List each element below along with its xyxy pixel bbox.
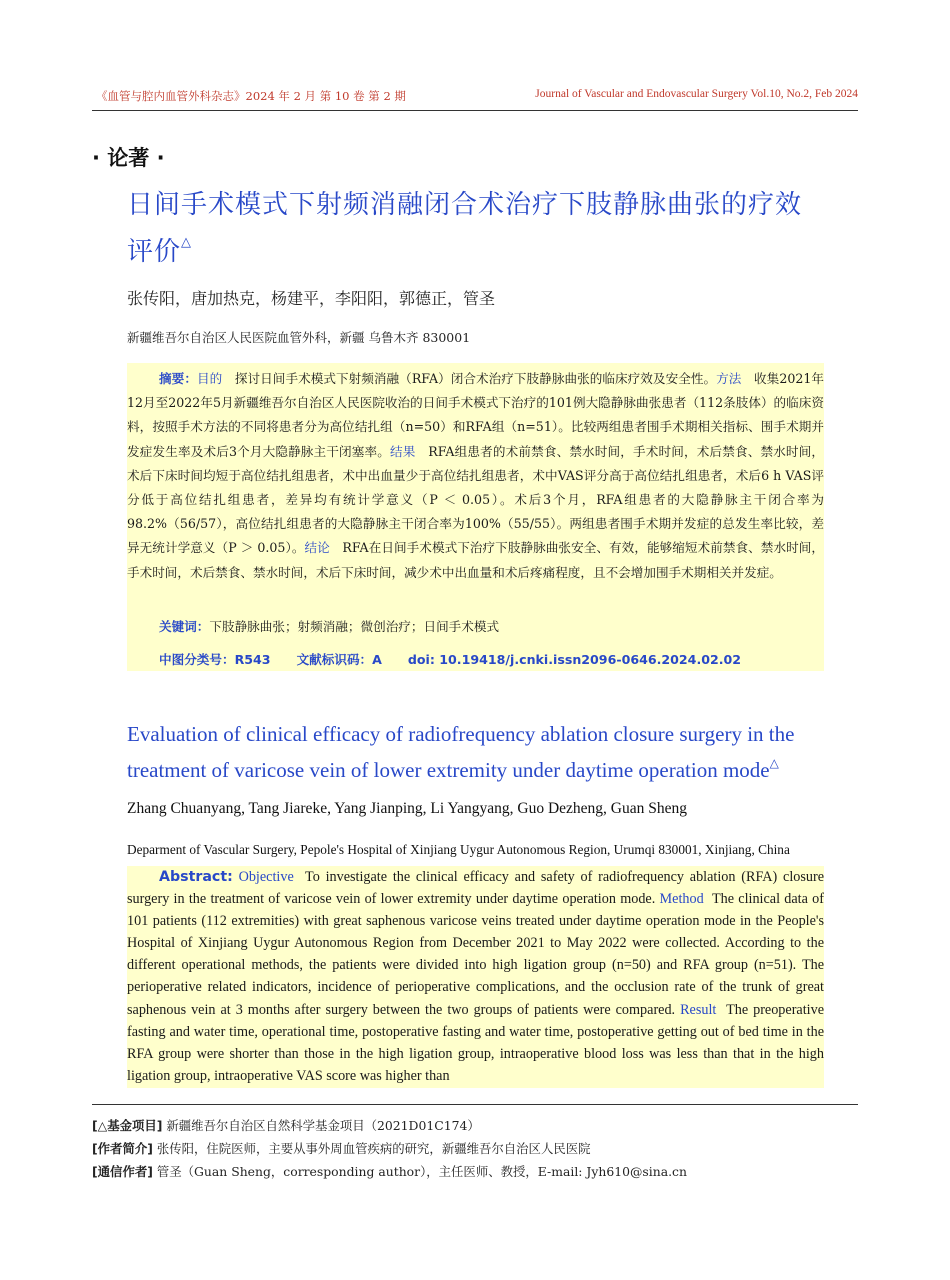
journal-header-cn: 《血管与腔内血管外科杂志》2024 年 2 月 第 10 卷 第 2 期: [96, 89, 406, 103]
title-cn: [127, 186, 827, 271]
header-rule: [92, 110, 858, 111]
objective-label-cn: 目的: [196, 371, 223, 386]
section-label: · 论著 ·: [92, 146, 165, 170]
keywords-cn: [159, 616, 499, 635]
abstract-cn-box: [127, 363, 824, 671]
objective-cn: 探讨日间手术模式下射频消融（RFA）闭合术治疗下肢静脉曲张的临床疗效及安全性。: [234, 371, 717, 386]
fund-label: [△基金项目]: [92, 1118, 163, 1133]
affiliation-en: Deparment of Vascular Surgery, Pepole's Hospital of Xinjiang Uygur Autonomous Region, Urumqi 830001, Xinjiang, China: [127, 842, 790, 857]
result-en: The preoperative fasting and water time, operational time, postoperative fasting and water time, postoperative getting out of bed time in the RFA group were shorter than those in the high ligation group, intraoperative blood loss was less than that in the high ligation group, intraoperative VAS score was higher than: [127, 1001, 824, 1084]
result-label-en: Result: [680, 1001, 717, 1018]
authors-cn: 张传阳，唐加热克，杨建平，李阳阳，郭德正，管圣: [127, 289, 496, 308]
clc-number: 中图分类号：R543: [159, 652, 271, 667]
footnote-fund: [92, 1116, 480, 1134]
objective-label-en: Objective: [238, 869, 294, 885]
journal-header-en: Journal of Vascular and Endovascular Surgery Vol.10, No.2, Feb 2024: [535, 88, 858, 100]
result-label-cn: 结果: [390, 443, 416, 459]
corresponding-label: [通信作者]: [92, 1164, 153, 1179]
method-label-en: Method: [659, 891, 704, 908]
title-cn-mark: △: [181, 235, 193, 250]
title-en-text: Evaluation of clinical efficacy of radiofrequency ablation closure surgery in the treatment of varicose vein of lower extremity under daytime operation mode: [127, 722, 795, 782]
objective-en: To investigate the clinical efficacy and safety of radiofrequency ablation (RFA) closure surgery in the treatment of varicose vein of lower extremity under daytime operation mode.: [127, 869, 824, 908]
keywords-label-cn: 关键词：: [159, 619, 210, 634]
method-cn: 收集2021年12月至2022年5月新疆维吾尔自治区人民医院收治的日间手术模式下治疗的101例大隐静脉曲张患者（112条肢体）的临床资料，按照手术方法的不同将患者分为高位结扎组（n=50）和RFA组（n=51）。比较两组患者围手术期相关指标、围手术期并发症发生率及术后3个月大隐静脉主干闭塞率。: [127, 371, 825, 459]
document-code: 文献标识码：A: [296, 652, 382, 667]
footnote-rule: [92, 1104, 858, 1105]
author-info-text: 张传阳，住院医师，主要从事外周血管疾病的研究，新疆维吾尔自治区人民医院: [156, 1141, 591, 1156]
abstract-en: [127, 866, 824, 1087]
title-cn-text: 日间手术模式下射频消融闭合术治疗下肢静脉曲张的疗效评价: [127, 190, 803, 267]
footnote-corresponding: [92, 1162, 687, 1180]
conclusion-label-cn: 结论: [304, 540, 330, 556]
title-en: [127, 720, 837, 785]
author-info-label: [作者简介]: [92, 1141, 153, 1156]
result-cn: RFA组患者的术前禁食、禁水时间，手术时间，术后禁食、禁水时间，术后下床时间均短于高位结扎组患者，术中出血量少于高位结扎组患者，术中VAS评分高于高位结扎组患者，术后6 h VAS评分低于高位结扎组患者，差异均有统计学意义（P ＜ 0.05）。术后3个月，RFA组患者的大隐静脉主干闭合率为98.2%（56/57），高位结扎组患者的大隐静脉主干闭合率为100%（55/55）。两组患者围手术期并发症的总发生率比较，差异无统计学意义（P ＞ 0.05）。: [127, 443, 825, 556]
abstract-cn-label: 摘要：: [159, 371, 197, 386]
affiliation-cn: 新疆维吾尔自治区人民医院血管外科，新疆 乌鲁木齐 830001: [127, 330, 471, 345]
doi-link[interactable]: doi: 10.19418/j.cnki.issn2096-0646.2024.02.02: [407, 652, 742, 667]
abstract-en-box: [127, 866, 824, 1088]
fund-text: 新疆维吾尔自治区自然科学基金项目（2021D01C174）: [166, 1118, 480, 1133]
method-label-cn: 方法: [716, 371, 742, 386]
footnote-author: [92, 1139, 591, 1157]
authors-en: Zhang Chuanyang, Tang Jiareke, Yang Jianping, Li Yangyang, Guo Dezheng, Guan Sheng: [127, 800, 687, 817]
corresponding-text: 管圣（Guan Sheng，corresponding author），主任医师、教授，E-mail: Jyh610@sina.cn: [156, 1164, 687, 1179]
classification-row: [159, 649, 767, 668]
abstract-cn: [127, 367, 824, 585]
abstract-en-label: Abstract:: [159, 869, 233, 885]
keywords-text-cn: 下肢静脉曲张；射频消融；微创治疗；日间手术模式: [209, 619, 500, 634]
conclusion-cn: RFA在日间手术模式下治疗下肢静脉曲张安全、有效，能够缩短术前禁食、禁水时间，手术时间，术后禁食、禁水时间，术后下床时间，减少术中出血量和术后疼痛程度，且不会增加围手术期相关并发症。: [127, 540, 824, 580]
method-en: The clinical data of 101 patients (112 extremities) with great saphenous varicose veins treated under daytime operation mode in the People's Hospital of Xinjiang Uygur Autonomous Region from December 2021 to May 2022 were collected. According to the different operational methods, the patients were divided into high ligation group (n=50) and RFA group (n=51). The perioperative related indicators, incidence of perioperative complications, and the occlusion rate of the trunk of great saphenous vein at 3 months after surgery between the two groups of patients were compared.: [127, 891, 824, 1018]
title-en-mark: △: [769, 756, 779, 770]
